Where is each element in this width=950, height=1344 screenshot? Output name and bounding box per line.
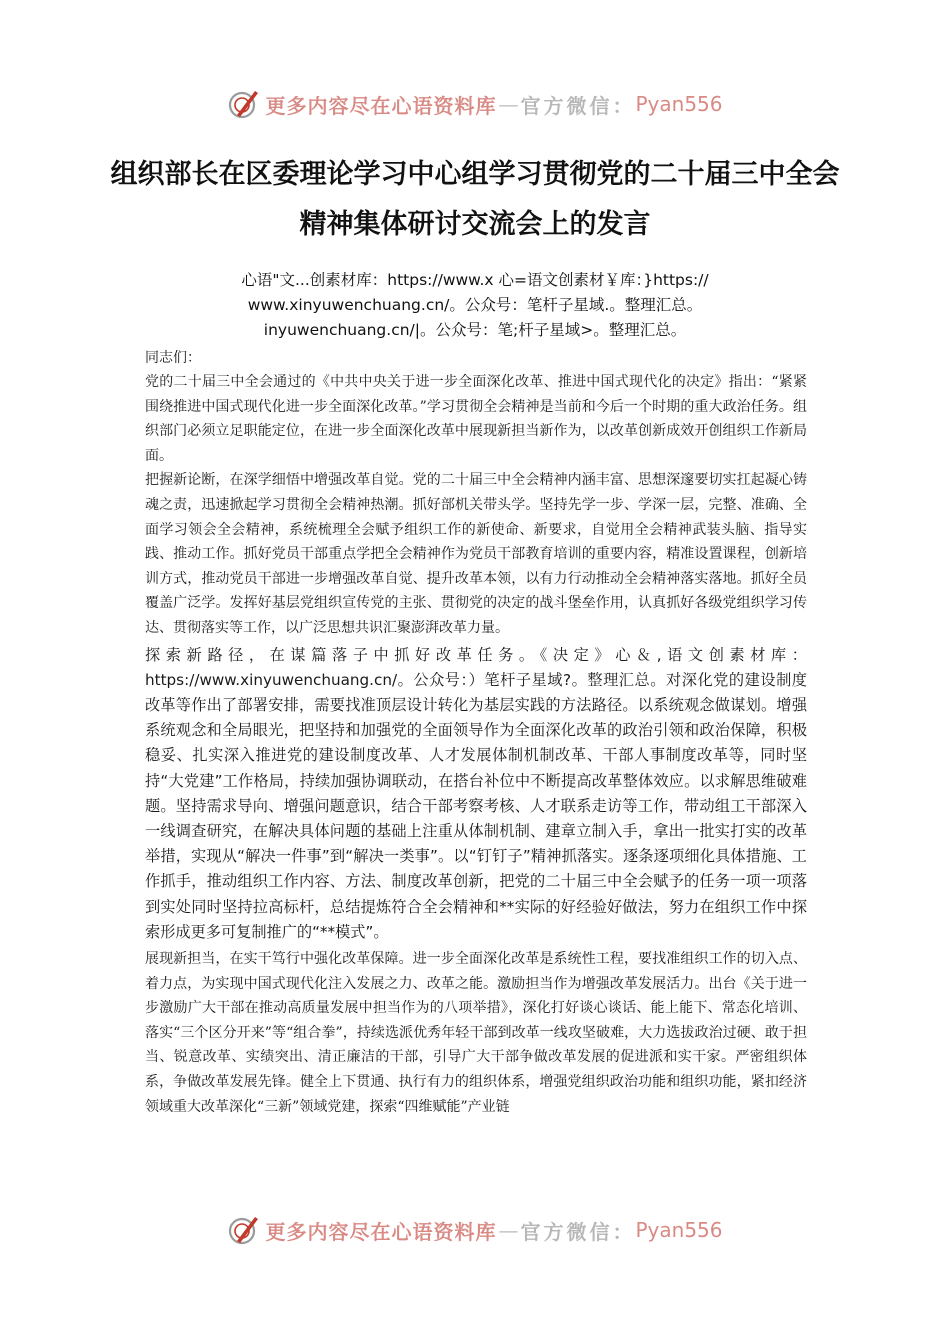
banner-wechat-label: 官方微信：	[520, 93, 636, 118]
banner-separator: —	[498, 92, 519, 116]
source-line: www.xinyuwenchuang.cn/。公众号：笔杆子星域.。整理汇总。	[247, 296, 703, 314]
paragraph: 党的二十届三中全会通过的《中共中央关于进一步全面深化改革、推进中国式现代化的决定》指出：“紧紧围绕推进中国式现代化进一步全面深化改革。”学习贯彻全会精神是当前和今后一个时期的重大政治任务。组织部门必须立足职能定位，在进一步全面深化改革中展现新担当新作为，以改革创新成效开创组织工作新局面。	[145, 374, 807, 464]
banner-slogan: 更多内容尽在心语资料库	[265, 93, 497, 118]
banner-wechat-id: Pyan556	[635, 1218, 723, 1242]
source-line: 心语"文...创素材库：https://www.x 心=语文创素材￥库：}https://	[241, 271, 709, 289]
paragraph: 展现新担当，在实干笃行中强化改革保障。进一步全面深化改革是系统性工程，要找准组织工作的切入点、着力点，为实现中国式现代化注入发展之力、改革之能。激励担当作为增强改革发展活力。出台《关于进一步激励广大干部在推动高质量发展中担当作为的八项举措》，深化打好谈心谈话、能上能下、常态化培训、落实“三个区分开来”等“组合拳”，持续选派优秀年轻干部到改革一线攻坚破难，大力选拔政治过硬、敢于担当、锐意改革、实绩突出、清正廉洁的干部，引导广大干部争做改革发展的促进派和实干家。严密组织体系，争做改革发展先锋。健全上下贯通、执行有力的组织体系，增强党组织政治功能和组织功能，紧扣经济领域重大改革深化“三新”领域党建，探索“四维赋能”产业链	[145, 950, 807, 1115]
document-body	[145, 346, 807, 1119]
salutation: 同志们：	[145, 350, 201, 366]
banner-wechat-label: 官方微信：	[520, 1219, 636, 1244]
source-notice	[120, 268, 830, 343]
pen-logo-icon	[227, 87, 261, 121]
paragraph: 探索新路径，在谋篇落子中抓好改革任务。《决定》心＆,语文创素材库：https://www.xinyuwenchuang.cn/。公众号：）笔杆子星域?。整理汇总。对深化党的建设制度改革等作出了部署安排，需要找准顶层设计转化为基层实践的方法路径。以系统观念做谋划。增强系统观念和全局眼光，把坚持和加强党的全面领导作为全面深化改革的政治引领和政治保障，积极稳妥、扎实深入推进党的建设制度改革、人才发展体制机制改革、干部人事制度改革等，同时坚持“大党建”工作格局，持续加强协调联动，在搭台补位中不断提高改革整体效应。以求解思维破难题。坚持需求导向、增强问题意识，结合干部考察考核、人才联系走访等工作，带动组工干部深入一线调查研究，在解决具体问题的基础上注重从体制机制、建章立制入手，拿出一批实打实的改革举措，实现从“解决一件事”到“解决一类事”。以“钉钉子”精神抓落实。逐条逐项细化具体措施、工作抓手，推动组织工作内容、方法、制度改革创新，把党的二十届三中全会赋予的任务一项一项落到实处同时坚持拉高标杆，总结提炼符合全会精神和**实际的好经验好做法，努力在组织工作中探索形成更多可复制推广的“**模式”。	[145, 645, 807, 941]
footer-banner	[0, 1210, 950, 1250]
document-title: 组织部长在区委理论学习中心组学习贯彻党的二十届三中全会精神集体研讨交流会上的发言	[110, 159, 840, 240]
banner-wechat-id: Pyan556	[635, 92, 723, 116]
banner-slogan: 更多内容尽在心语资料库	[265, 1219, 497, 1244]
header-banner	[0, 84, 950, 124]
paragraph: 把握新论断，在深学细悟中增强改革自觉。党的二十届三中全会精神内涵丰富、思想深邃要切实扛起凝心铸魂之责，迅速掀起学习贯彻全会精神热潮。抓好部机关带头学。坚持先学一步、学深一层，完整、准确、全面学习领会全会精神，系统梳理全会赋予组织工作的新使命、新要求，自觉用全会精神武装头脑、指导实践、推动工作。抓好党员干部重点学把全会精神作为党员干部教育培训的重要内容，精准设置课程，创新培训方式，推动党员干部进一步增强改革自觉、提升改革本领，以有力行动推动全会精神落实落地。抓好全员覆盖广泛学。发挥好基层党组织宣传党的主张、贯彻党的决定的战斗堡垒作用，认真抓好各级党组织学习传达、贯彻落实等工作，以广泛思想共识汇聚澎湃改革力量。	[145, 472, 807, 636]
source-line: inyuwenchuang.cn/|。公众号：笔;杆子星域>。整理汇总。	[263, 321, 687, 339]
banner-separator: —	[498, 1218, 519, 1242]
pen-logo-icon	[227, 1213, 261, 1247]
